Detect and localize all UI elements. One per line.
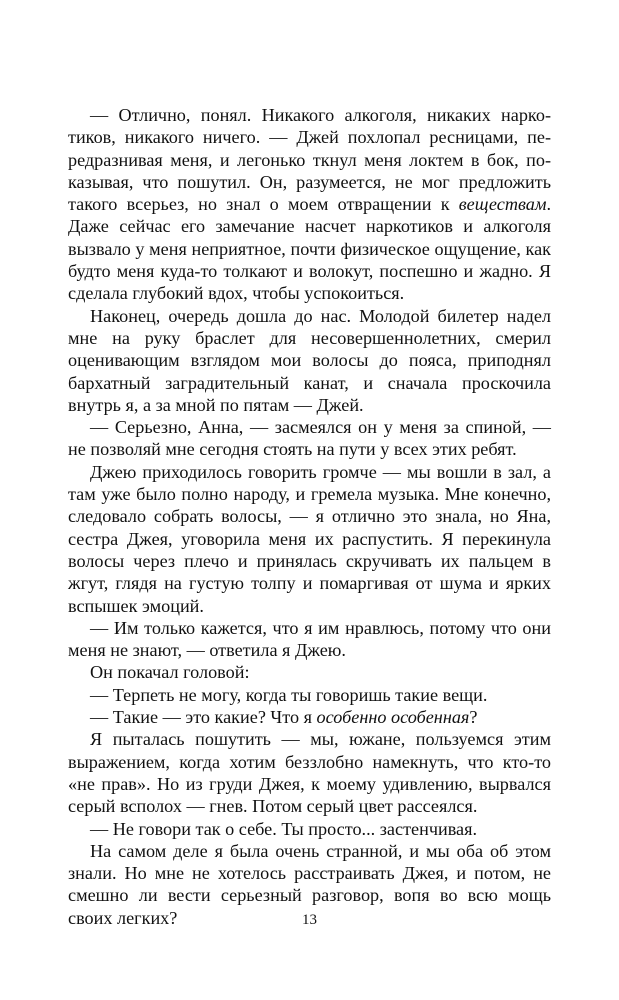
text-run: — Не говори так о себе. Ты просто... застенчивая. <box>90 818 478 839</box>
text-run: ? <box>469 707 478 728</box>
text-run: — Серьезно, Анна, — засмеялся он у меня за спиной, — не позволяй мне сегодня стоять на пути у всех этих ребят. <box>68 417 551 460</box>
text-run: На самом деле я была очень странной, и мы оба об этом знали. Но мне не хотелось расстраивать Джея, и потом, не смешно ли вести серьезный разговор, вопя во всю мощь своих легких? <box>68 840 551 928</box>
paragraph <box>68 684 551 706</box>
paragraph <box>68 661 551 683</box>
text-run: Джею приходилось говорить громче — мы вошли в зал, а там уже было полно народу, и гремела музыка. Мне конечно, следовало собрать волосы, — я отлично это знала, но Яна, сестра Джея, уговорила меня их распустить. Я перекинула волосы через плечо и принялась скручивать их пальцем в жгут, глядя на густую толпу и помаргивая от шума и ярких вспышек эмоций. <box>68 461 551 616</box>
paragraph <box>68 728 551 817</box>
paragraph <box>68 416 551 461</box>
text-run: Он покачал головой: <box>90 662 250 683</box>
paragraph <box>68 305 551 416</box>
page-body <box>68 104 551 929</box>
text-run: . Даже сейчас его замечание насчет наркотиков и алкоголя вызвало у меня неприятное, почти физическое ощущение, как будто меня куда-то толкают и волокут, поспешно и жадно. Я сделала глубокий вдох, чтобы успокоиться. <box>68 194 551 304</box>
paragraph <box>68 818 551 840</box>
text-run: — Такие — это какие? Что я <box>90 707 317 728</box>
paragraph <box>68 706 551 728</box>
text-run: — Отлично, понял. Никакого алкоголя, никаких наркотиков, никакого ничего. — Джей похлопал ресницами, передразнивая меня, и легонько ткнул меня локтем в бок, показывая, что пошутил. Он, разумеется, не мог предложить такого всерьез, но знал о моем отвращении к <box>68 105 551 215</box>
paragraph <box>68 104 551 305</box>
italic-text-run: веществам <box>458 194 547 215</box>
italic-text-run: особенно особенная <box>316 707 470 728</box>
paragraph <box>68 617 551 662</box>
text-run: — Им только кажется, что я им нравлюсь, потому что они меня не знают, — ответила я Джею. <box>68 617 551 661</box>
page-number: 13 <box>302 912 317 928</box>
paragraph <box>68 461 551 617</box>
text-run: — Терпеть не могу, когда ты говоришь такие вещи. <box>90 684 488 705</box>
text-run: Я пыталась пошутить — мы, южане, пользуемся этим выражением, когда хотим беззлобно намекнуть, что кто-то «не прав». Но из груди Джея, к моему удивлению, вырвался серый всполох — гнев. Потом серый цвет рассеялся. <box>68 729 551 817</box>
text-run: Наконец, очередь дошла до нас. Молодой билетер надел мне на руку браслет для несовершеннолетних, смерил оценивающим взглядом мои волосы до пояса, приподнял бархатный заградительный канат, и сначала проскочила внутрь я, а за мной по пятам — Джей. <box>68 305 551 415</box>
